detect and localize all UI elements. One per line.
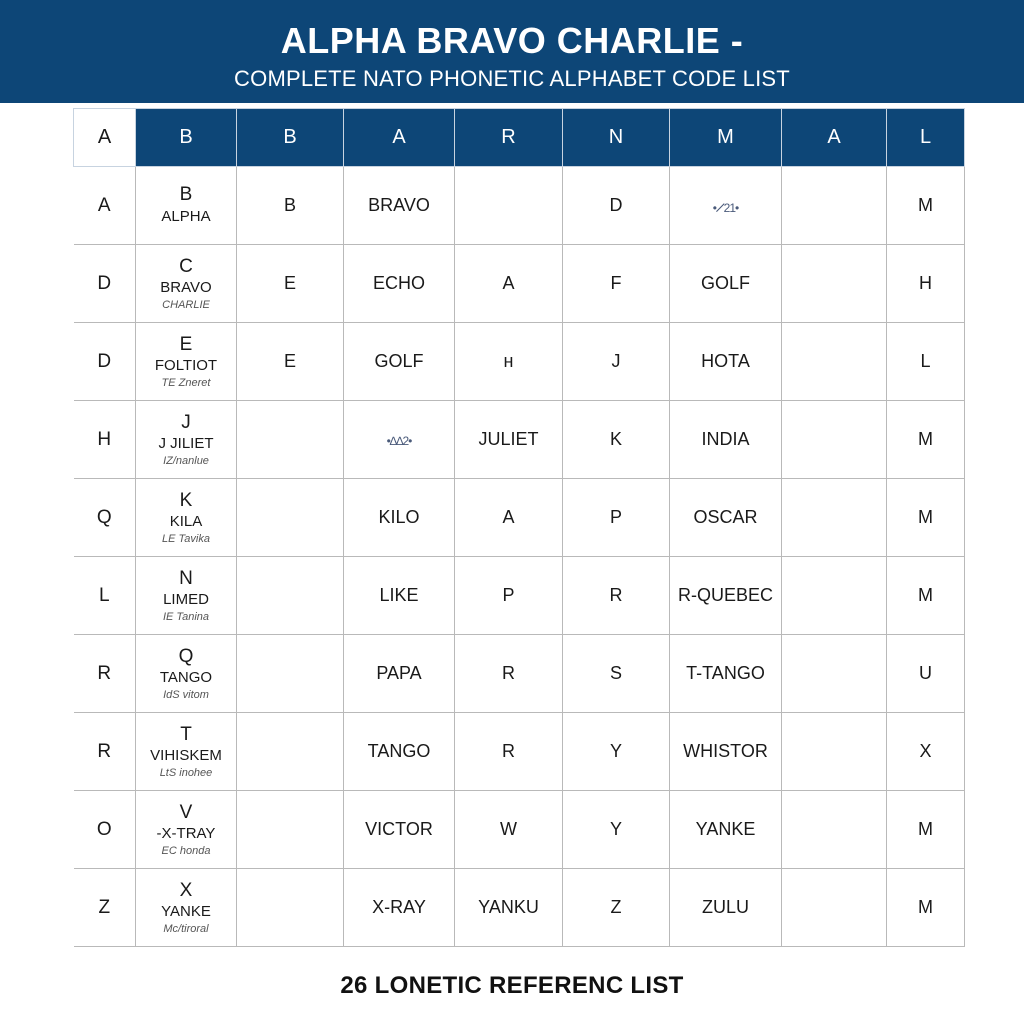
cell-text: H — [97, 428, 112, 450]
table-cell — [563, 557, 670, 635]
cell-line: BRAVO — [160, 279, 212, 297]
cell-line: CHARLIE — [162, 298, 210, 311]
table-header-row — [74, 109, 965, 167]
table-cell — [782, 323, 887, 401]
table-cell — [74, 869, 136, 947]
cell-text: E — [283, 273, 296, 293]
table-cell — [782, 167, 887, 245]
cell-text: M — [918, 897, 933, 917]
cell-text: D — [609, 195, 623, 215]
table-cell — [237, 323, 344, 401]
cell-text: WHISTOR — [683, 741, 768, 761]
cell-text: JULIET — [478, 429, 539, 449]
cell-line: N — [179, 567, 193, 589]
cell-text: R — [502, 663, 515, 683]
table-row — [74, 167, 965, 245]
cell-text: YANKE — [695, 819, 756, 839]
table-cell — [136, 479, 237, 557]
cell-text: н — [503, 351, 514, 371]
table-cell — [74, 167, 136, 245]
cell-line: FOLTIOT — [154, 357, 218, 375]
cell-line: V — [179, 801, 193, 823]
cell-text: O — [96, 818, 112, 840]
table-cell — [344, 167, 455, 245]
table-cell — [237, 167, 344, 245]
table-cell — [455, 401, 563, 479]
table-cell — [344, 635, 455, 713]
cell-stack — [136, 568, 236, 624]
table-cell — [237, 557, 344, 635]
table-cell — [344, 791, 455, 869]
table-cell — [344, 323, 455, 401]
cell-line: KILA — [169, 513, 203, 531]
table-cell — [237, 245, 344, 323]
table-cell — [670, 557, 782, 635]
table-cell — [74, 635, 136, 713]
cell-text: GOLF — [700, 273, 750, 293]
cell-line: -X-TRAY — [156, 825, 216, 843]
table-cell — [887, 479, 965, 557]
cell-text: A — [97, 194, 111, 216]
table-cell — [670, 791, 782, 869]
cell-text: A — [502, 273, 515, 293]
table-cell — [670, 479, 782, 557]
table-cell — [237, 479, 344, 557]
cell-text: A — [502, 507, 515, 527]
cell-text: K — [609, 429, 622, 449]
cell-text: TANGO — [367, 741, 431, 761]
cell-text: M — [918, 819, 933, 839]
cell-stack — [136, 646, 236, 702]
cell-line: J JILIET — [158, 435, 214, 453]
column-header: R — [455, 109, 563, 167]
table-cell — [74, 791, 136, 869]
table-cell — [887, 791, 965, 869]
table-cell — [782, 245, 887, 323]
cell-text: L — [98, 584, 110, 606]
cell-stack — [136, 880, 236, 936]
table-cell — [74, 245, 136, 323]
table-cell — [74, 479, 136, 557]
page-subtitle: COMPLETE NATO PHONETIC ALPHABET CODE LIST — [234, 66, 790, 91]
table-row — [74, 323, 965, 401]
table-cell — [74, 401, 136, 479]
cell-text: U — [919, 663, 932, 683]
cell-text: OSCAR — [693, 507, 758, 527]
title-banner — [0, 0, 1024, 103]
column-header: L — [887, 109, 965, 167]
cell-text: Z — [610, 897, 622, 917]
table-cell — [563, 869, 670, 947]
table-cell — [782, 557, 887, 635]
table-row — [74, 557, 965, 635]
cell-text: R — [97, 740, 112, 762]
table-cell — [136, 791, 237, 869]
table-cell — [563, 713, 670, 791]
cell-text: M — [918, 429, 933, 449]
cell-line: TE Zneret — [161, 376, 211, 389]
table-cell — [563, 167, 670, 245]
cell-text: E — [283, 351, 296, 371]
cell-line: IdS vitom — [163, 688, 209, 701]
table-body — [74, 167, 965, 947]
cell-text: R — [97, 662, 112, 684]
cell-text: R — [502, 741, 515, 761]
table-cell — [455, 869, 563, 947]
table-cell — [782, 791, 887, 869]
table-cell — [344, 869, 455, 947]
column-header: M — [670, 109, 782, 167]
table-cell — [670, 869, 782, 947]
cell-line: B — [179, 183, 193, 205]
table-cell — [136, 557, 237, 635]
cell-line: J — [181, 411, 191, 433]
table-cell — [887, 713, 965, 791]
table-cell — [136, 323, 237, 401]
cell-line: Q — [178, 645, 194, 667]
table-cell — [887, 401, 965, 479]
cell-line: TANGO — [159, 669, 213, 687]
cell-line: IZ/nanlue — [163, 454, 209, 467]
cell-text: X-RAY — [372, 897, 426, 917]
cell-line: T — [180, 723, 192, 745]
cell-line: LE Tavika — [162, 532, 210, 545]
cell-text: R — [609, 585, 623, 605]
table-cell — [74, 557, 136, 635]
cell-text: P — [609, 507, 622, 527]
cell-line: K — [179, 489, 193, 511]
cell-line: E — [179, 333, 193, 355]
table-cell — [455, 713, 563, 791]
cell-text: X — [919, 741, 932, 761]
phonetic-table — [73, 108, 965, 947]
table-cell — [887, 167, 965, 245]
table-cell — [887, 869, 965, 947]
cell-text: YANKU — [478, 897, 539, 917]
cell-text: Y — [609, 741, 622, 761]
table-cell — [344, 245, 455, 323]
table-cell — [563, 479, 670, 557]
table-cell — [74, 323, 136, 401]
cell-text: ECHO — [372, 273, 425, 293]
cell-text: •∆∆2• — [386, 434, 412, 448]
cell-text: INDIA — [701, 429, 750, 449]
column-header: A — [344, 109, 455, 167]
cell-line: X — [179, 879, 193, 901]
table-cell — [670, 635, 782, 713]
cell-text: Z — [98, 896, 111, 918]
table-cell — [563, 635, 670, 713]
cell-line: ALPHA — [161, 207, 211, 225]
column-header: N — [563, 109, 670, 167]
cell-stack — [136, 334, 236, 390]
cell-text: P — [502, 585, 515, 605]
table-cell — [563, 791, 670, 869]
table-cell — [887, 635, 965, 713]
cell-text: •𝈺21• — [712, 200, 739, 215]
cell-text: ZULU — [701, 897, 749, 917]
cell-text: R-QUEBEC — [677, 585, 773, 605]
table-row — [74, 245, 965, 323]
table-cell — [237, 635, 344, 713]
cell-text: F — [610, 273, 622, 293]
table-cell — [74, 713, 136, 791]
cell-text: S — [609, 663, 622, 683]
cell-text: B — [283, 195, 296, 215]
table-cell — [136, 245, 237, 323]
table-cell — [782, 869, 887, 947]
cell-text: M — [918, 195, 933, 215]
column-header: A — [782, 109, 887, 167]
table-cell — [782, 401, 887, 479]
column-header: B — [136, 109, 237, 167]
table-cell — [136, 635, 237, 713]
table-cell — [670, 323, 782, 401]
cell-line: YANKE — [161, 903, 211, 921]
table-row — [74, 479, 965, 557]
table-row — [74, 401, 965, 479]
table-cell — [344, 479, 455, 557]
cell-text: D — [97, 350, 112, 372]
cell-stack — [136, 184, 236, 227]
cell-text: HOTA — [701, 351, 750, 371]
table-cell — [136, 869, 237, 947]
table-cell — [237, 401, 344, 479]
table-cell — [782, 479, 887, 557]
table-cell — [887, 245, 965, 323]
cell-stack — [136, 802, 236, 858]
cell-line: LtS inohee — [159, 766, 213, 779]
table-cell — [455, 557, 563, 635]
cell-text: GOLF — [374, 351, 424, 371]
cell-text: T-TANGO — [686, 663, 765, 683]
cell-text: PAPA — [376, 663, 422, 683]
table-cell — [136, 167, 237, 245]
cell-text: D — [97, 272, 112, 294]
cell-text: Y — [609, 819, 622, 839]
table-cell — [237, 869, 344, 947]
table-cell — [136, 401, 237, 479]
table-cell — [887, 323, 965, 401]
cell-text: BRAVO — [368, 195, 430, 215]
cell-line: VIHISKEM — [150, 747, 222, 765]
cell-line: C — [179, 255, 193, 277]
cell-text: J — [611, 351, 621, 371]
table-cell — [455, 635, 563, 713]
table-row — [74, 869, 965, 947]
table-cell — [887, 557, 965, 635]
table-cell — [782, 713, 887, 791]
table-cell — [455, 167, 563, 245]
cell-text: Q — [96, 506, 112, 528]
table-cell — [237, 791, 344, 869]
table-cell — [670, 401, 782, 479]
cell-text: H — [919, 273, 932, 293]
cell-stack — [136, 724, 236, 780]
cell-text: M — [918, 507, 933, 527]
cell-line: IE Tanina — [162, 610, 210, 623]
table-cell — [670, 713, 782, 791]
table-cell — [344, 713, 455, 791]
cell-line: LIMED — [163, 591, 209, 609]
cell-text: W — [500, 819, 517, 839]
cell-text: VICTOR — [365, 819, 433, 839]
column-header: B — [237, 109, 344, 167]
table-cell — [563, 323, 670, 401]
table-cell — [455, 479, 563, 557]
table-cell — [344, 401, 455, 479]
column-header: A — [74, 109, 136, 167]
table-row — [74, 713, 965, 791]
cell-text: M — [918, 585, 933, 605]
cell-stack — [136, 256, 236, 312]
table-cell — [136, 713, 237, 791]
cell-stack — [136, 490, 236, 546]
table-row — [74, 635, 965, 713]
table-cell — [563, 401, 670, 479]
table-cell — [455, 791, 563, 869]
table-cell — [782, 635, 887, 713]
cell-text: L — [920, 351, 931, 371]
table-cell — [344, 557, 455, 635]
footer-caption: 26 LONETIC REFERENC LIST — [340, 972, 684, 999]
table-cell — [670, 167, 782, 245]
table-cell — [455, 245, 563, 323]
table-cell — [563, 245, 670, 323]
cell-text: KILO — [378, 507, 420, 527]
cell-text: LIKE — [379, 585, 419, 605]
table-cell — [237, 713, 344, 791]
cell-stack — [136, 412, 236, 468]
cell-line: Mc/tiroral — [163, 922, 209, 935]
table-row — [74, 791, 965, 869]
table-cell — [670, 245, 782, 323]
cell-line: EC honda — [161, 844, 211, 857]
page-title: ALPHA BRAVO CHARLIE - — [280, 20, 744, 61]
table-cell — [455, 323, 563, 401]
